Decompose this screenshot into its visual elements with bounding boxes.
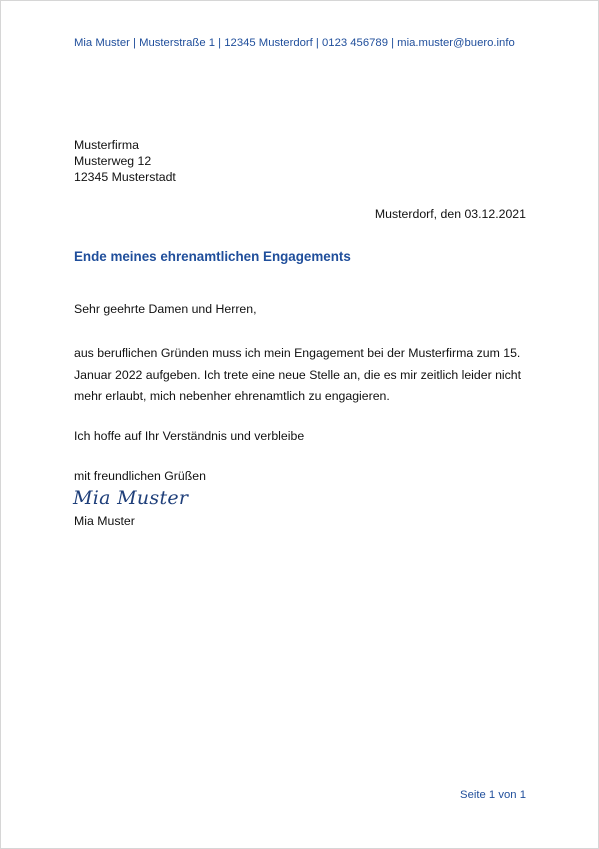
salutation: Sehr geehrte Damen und Herren,	[74, 302, 257, 316]
body-line: Januar 2022 aufgeben. Ich trete eine neue Stelle an, die es mir zeitlich leider nicht	[74, 367, 522, 382]
sender-header: Mia Muster | Musterstraße 1 | 12345 Musterdorf | 0123 456789 | mia.muster@buero.info	[74, 37, 515, 49]
signer-name: Mia Muster	[74, 514, 135, 528]
body-line: aus beruflichen Gründen muss ich mein Engagement bei der Musterfirma zum 15.	[74, 346, 521, 360]
letter-body	[74, 343, 534, 408]
recipient-address	[74, 137, 176, 185]
recipient-company: Musterfirma	[74, 138, 139, 152]
recipient-city: 12345 Musterstadt	[74, 170, 176, 184]
regards: mit freundlichen Grüßen	[74, 469, 206, 483]
handwritten-signature: Mia Muster	[73, 487, 189, 509]
place-date: Musterdorf, den 03.12.2021	[374, 207, 526, 221]
recipient-street: Musterweg 12	[74, 154, 152, 168]
closing-sentence: Ich hoffe auf Ihr Verständnis und verbleibe	[74, 429, 305, 443]
page-number: Seite 1 von 1	[460, 789, 526, 801]
letter-subject: Ende meines ehrenamtlichen Engagements	[74, 249, 351, 264]
body-line: mehr erlaubt, mich nebenher ehrenamtlich zu engagieren.	[74, 389, 390, 403]
